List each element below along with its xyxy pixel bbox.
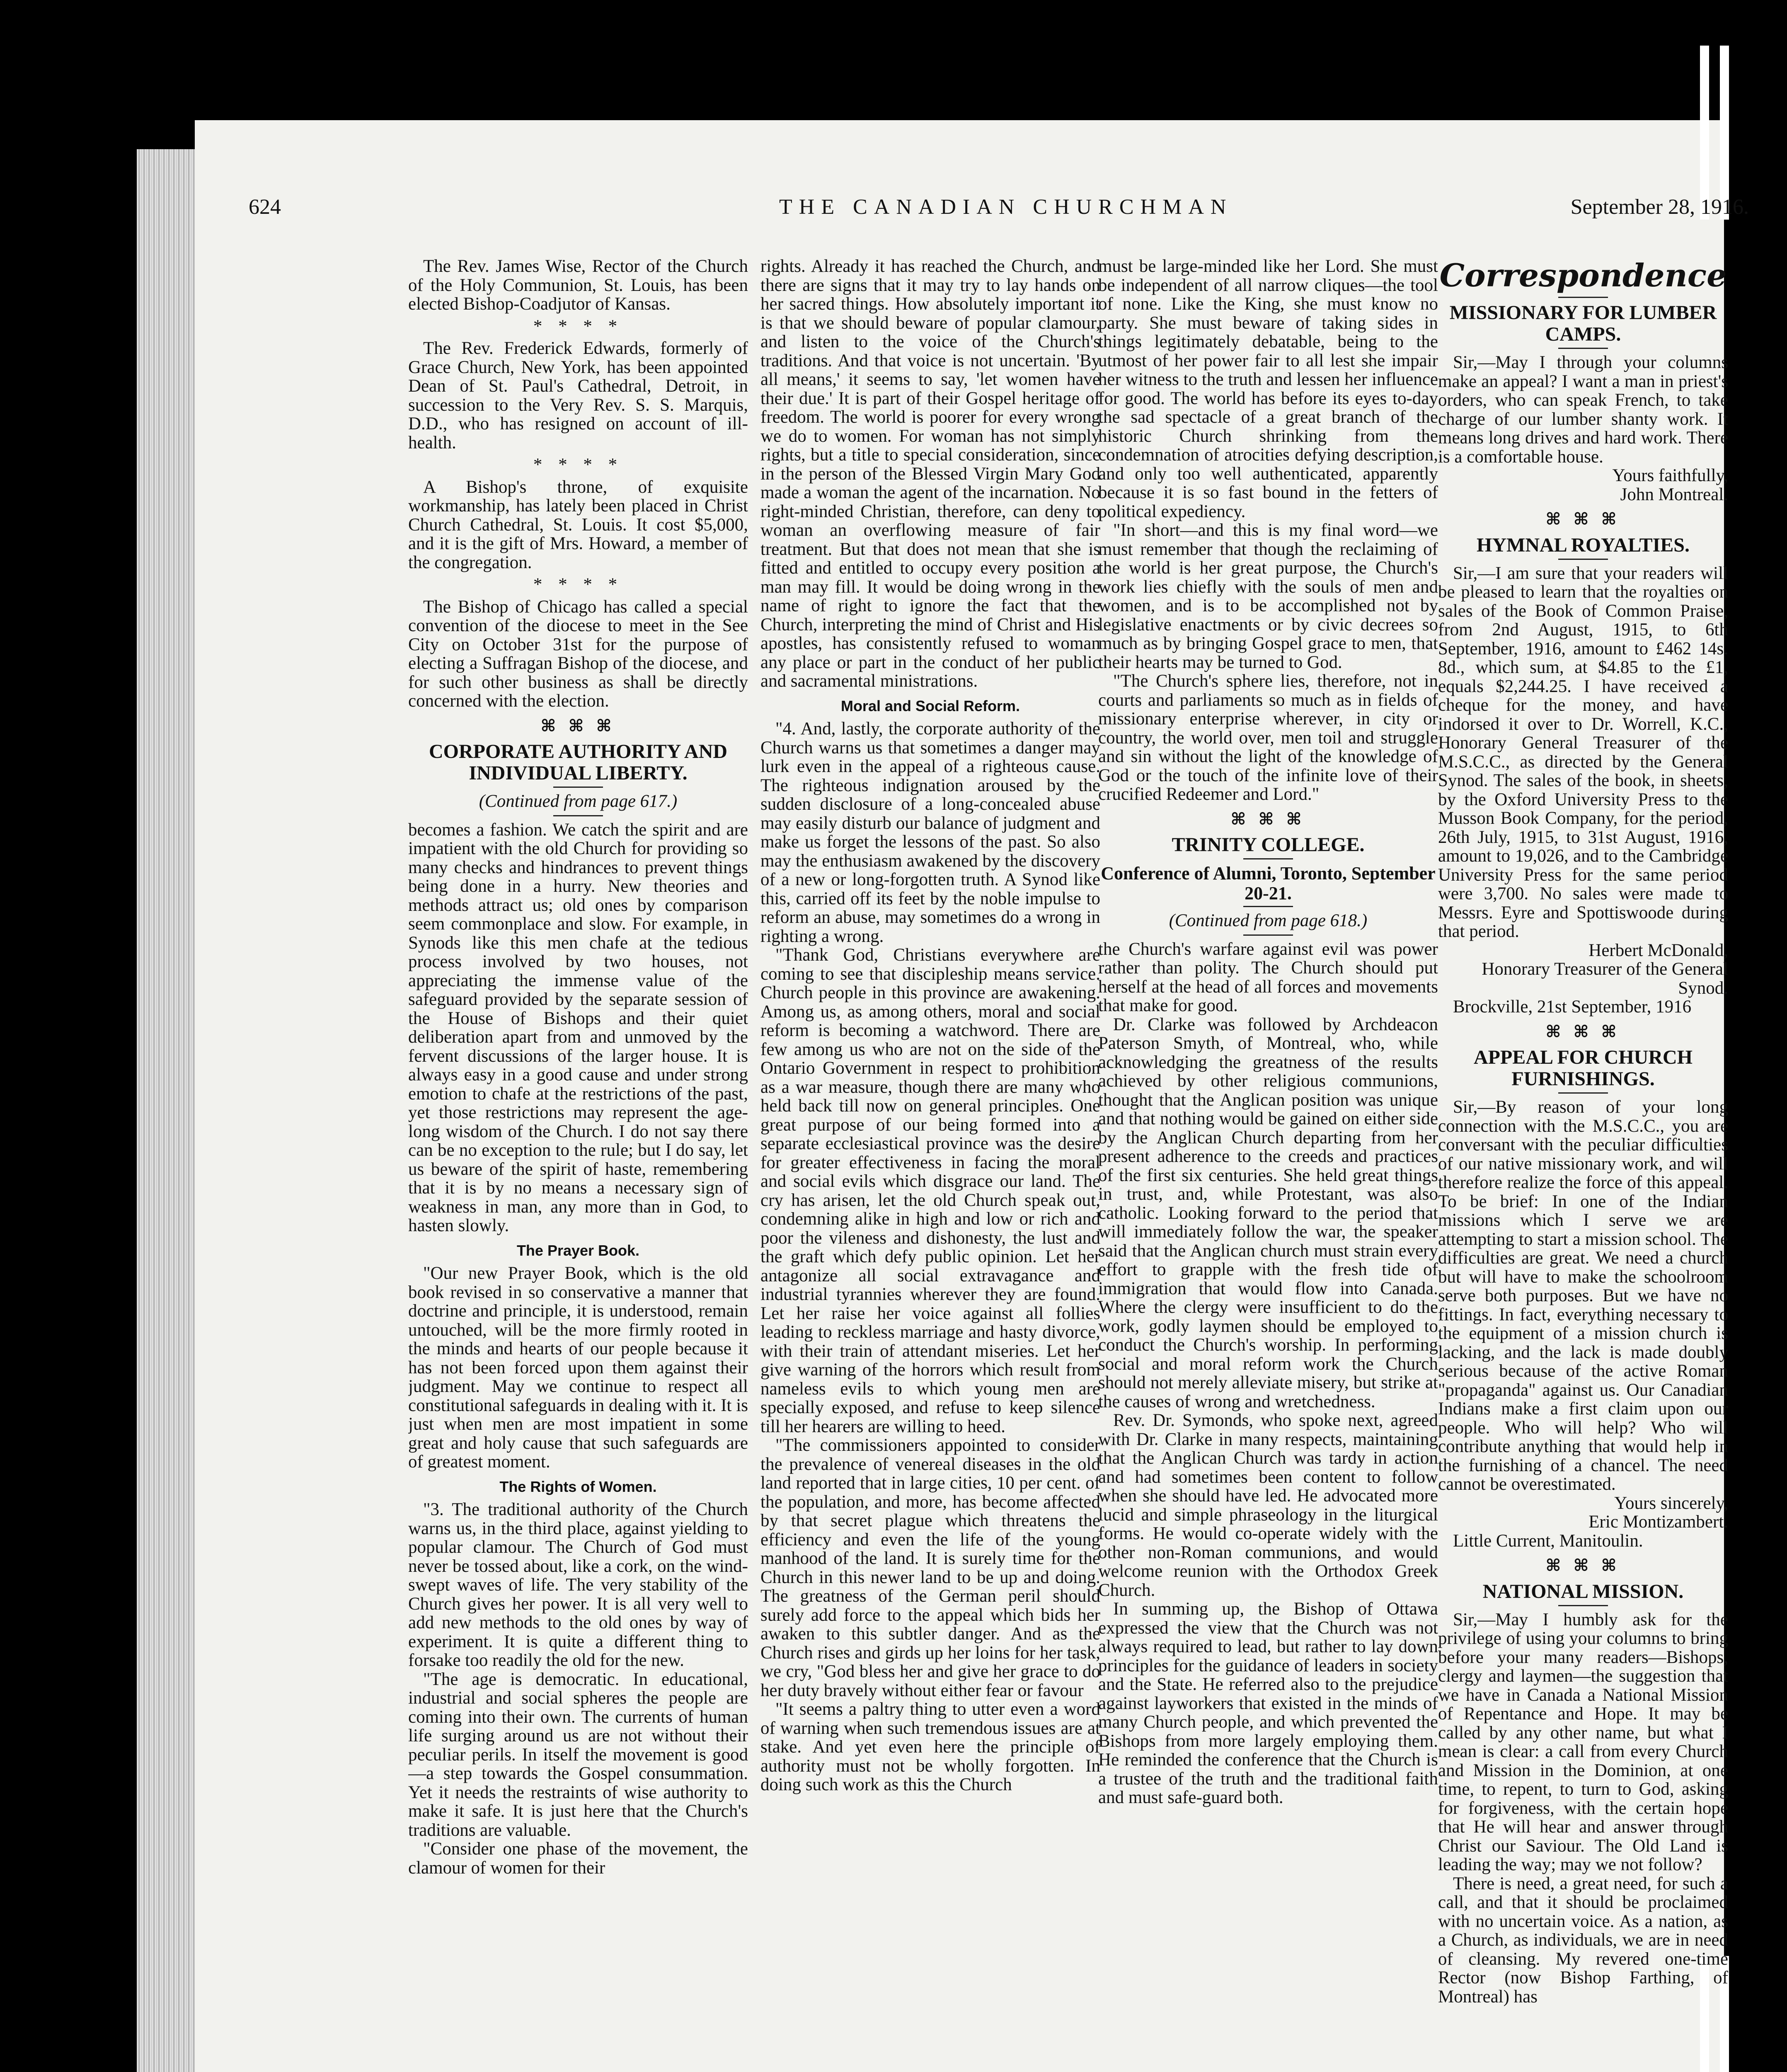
ornament-icon: ⌘ ⌘ ⌘ [1545,1556,1621,1575]
page-header [249,195,1749,228]
letter-heading-national-mission: NATIONAL MISSION. [1482,1580,1684,1602]
article-paragraph: "Consider one phase of the movement, the clamour of women for their [408,1839,748,1878]
letter-closing: Yours sincerely, [1614,1493,1728,1513]
article-paragraph: "4. And, lastly, the corporate authority of the Church warns us that sometimes a danger may lurk even in the appeal of a righteous cause. The righteous indignation aroused by the sudden disclosure of a long-concealed abuse may easily disturb our balance of judgment and make us forget the lessons of the past. So also may the enthusiasm awakened by the discovery of a new or long-forgotten truth. A Synod like this, carried off its feet by the noble impulse to reform an abuse, may sometimes do a wrong in righting a wrong. [760,719,1100,946]
issue-date: September 28, 1916. [1570,195,1749,219]
article-paragraph: Dr. Clarke was followed by Archdeacon Paterson Smyth, of Montreal, who, while acknowledging the greatness of the results achieved by other religious communions, thought that the Anglican position was unique and that nothing would be gained on either side by the Anglican Church departing from her present adherence to the creeds and practices of the first six centuries. She held great things in trust, and, while Protestant, was also catholic. Looking forward to the period that will immediately follow the war, the speaker said that the Anglican church must strain every effort to grapple with the fresh tide of immigration that would flow into Canada. Where the clergy were insufficient to do the work, godly laymen should be employed to conduct the Church's worship. In performing social and moral reform work the Church should not merely alleviate misery, but strike at the causes of wrong and wretchedness. [1098,1014,1438,1411]
article-paragraph: becomes a fashion. We catch the spirit and are impatient with the old Church for providing so many checks and hindrances to prevent things being done in a hurry. New theories and methods attract us; old ones by comparison seem commonplace and slow. For example, in Synods like this men chafe at the tedious process involved by two houses, not appreciating the immense value of the safeguard provided by the separate session of the House of Bishops and their quiet deliberation apart from and unmoved by the fervent discussions of the larger house. It is always easy in a good cause and under strong emotion to chafe at the restrictions of the past, yet those restrictions may represent the age-long wisdom of the Church. I do not say there can be no exception to the rule; but I do say, let us beware of the spirit of haste, remembering that it is by no means a necessary sign of weakness in man, any more than in God, to hasten slowly. [408,820,748,1235]
article-heading-corporate-authority: CORPORATE AUTHORITY AND INDIVIDUAL LIBERTY. [429,741,728,784]
masthead-title: THE CANADIAN CHURCHMAN [779,195,1233,219]
heading-rule [1558,348,1608,349]
subheading-rights-of-women: The Rights of Women. [499,1478,657,1495]
article-paragraph: "The age is democratic. In educational, industrial and social spheres the people are coming into their own. The currents of human life surging around us are not without their peculiar perils. In itself the movement is good—a step towards the Gospel consummation. Yet it needs the restraints of wise authority to make it safe. It is just here that the Church's traditions are valuable. [408,1669,748,1840]
letter-place-date: Brockville, 21st September, 1916 [1453,997,1692,1017]
letter-body: Sir,—I am sure that your readers will be pleased to learn that the royalties on sales of the Book of Common Praise, from 2nd August, 1915, to 6th September, 1916, amount to £462 14s. 8d., which sum, at $4.85 to the £1, equals $2,244.25. I have received a cheque for the money, and have indorsed it over to Dr. Worrell, K.C., Honorary General Treasurer of the M.S.C.C., as directed by the General Synod. The sales of the book, in sheets, by the Oxford University Press to the Musson Book Company, for the period, 26th July, 1915, to 31st August, 1916, amount to 19,026, and to the Cambridge University Press for the same period were 3,700. No sales were made to Messrs. Eyre and Spottiswoode during that period. [1438,563,1728,941]
letter-signature-title: Honorary Treasurer of the General Synod. [1482,959,1728,998]
article-heading-trinity-college: TRINITY COLLEGE. [1172,834,1365,856]
separator-stars: * * * * [533,575,623,594]
letter-place: Little Current, Manitoulin. [1453,1531,1643,1551]
article-paragraph: "The Church's sphere lies, therefore, not in courts and parliaments so much as in fields of missionary enterprise wherever, in city or country, the world over, men toil and struggle and sin without the light of the knowledge of God or the touch of the infinite love of their crucified Redeemer and Lord." [1098,671,1438,804]
article-paragraph: "Thank God, Christians everywhere are coming to see that discipleship means service. Church people in this province are awakening. Among us, as among others, moral and social reform is becoming a watchword. There are few among us who are not on the side of the Ontario Government in respect to prohibition as a war measure, though there are many who held back till now on general principles. One great purpose of our being formed into a separate ecclesiastical province was the desire for greater effectiveness in facing the moral and social evils which disgrace our land. The cry has arisen, let the old Church speak out, condemning alike in high and low or rich and poor the vileness and dishonesty, the lust and the graft which defy public opinion. Let her antagonize all social extravagance and industrial tyrannies wherever they are found. Let her raise her voice against all follies leading to reckless marriage and hasty divorce, with their train of attendant miseries. Let her give warning of the horrors which result from nameless evils to which young men are specially exposed, and refuse to keep silence till her hearers are willing to heed. [760,945,1100,1436]
subheading-moral-social-reform: Moral and Social Reform. [840,697,1020,714]
right-margin-bar-1 [1700,46,1709,220]
continued-note: (Continued from page 618.) [1169,911,1368,930]
column-1 [408,257,748,2072]
article-paragraph: the Church's warfare against evil was power rather than polity. The Church should put herself at the head of all forces and movements that make for good. [1098,939,1438,1015]
letter-signature: Herbert McDonald, [1588,940,1728,960]
column-4-correspondence [1438,257,1728,2072]
heading-rule [1243,934,1293,936]
news-item-throne: A Bishop's throne, of exquisite workmanship, has lately been placed in Christ Church Cathedral, St. Louis. It cost $5,000, and it is the gift of Mrs. Howard, a member of the congregation. [408,477,748,572]
heading-rule [1558,297,1608,298]
separator-stars: * * * * [533,455,623,474]
letter-body: There is need, a great need, for such a call, and that it should be proclaimed with no uncertain voice. As a nation, as a Church, as individuals, we are in need of cleansing. My revered one-time Rector (now Bishop Farthing, of Montreal) has [1438,1874,1728,2007]
column-3 [1098,257,1438,2072]
article-paragraph: "3. The traditional authority of the Church warns us, in the third place, against yielding to popular clamour. The Church of God must never be tossed about, like a cork, on the wind-swept waves of life. The very stability of the Church gives her power. It is all very well to add new methods to the old ones by way of experiment. It is quite a different thing to forsake too readily the old for the new. [408,1500,748,1670]
ornament-icon: ⌘ ⌘ ⌘ [540,716,616,735]
continued-note: (Continued from page 617.) [479,792,678,811]
heading-rule [553,815,603,816]
separator-stars: * * * * [533,316,623,336]
page-number: 624 [249,195,281,219]
letter-signature: John Montreal. [1620,484,1728,504]
article-paragraph: rights. Already it has reached the Church, and there are signs that it may try to lay hands on her sacred things. How absolutely important it is that we should beware of popular clamour, and listen to the voice of the Church's traditions. And that voice is not uncertain. 'By all means,' it seems to say, 'let women have their due.' It is part of their Gospel heritage of freedom. The world is poorer for every wrong we do to women. For woman has not simply rights, but a title to special consideration, since in the person of the Blessed Virgin Mary God made a woman the agent of the incarnation. No right-minded Christian, therefore, can deny to woman an overflowing measure of fair treatment. But that does not mean that she is fitted and entitled to occupy every position a man may fill. It would be doing wrong in the name of right to ignore the fact that the Church, interpreting the mind of Christ and His apostles, has consistently refused to woman any place or part in the conduct of her public and sacramental ministrations. [760,257,1100,691]
article-paragraph: "It seems a paltry thing to utter even a word of warning when such tremendous issues are at stake. And yet even here the principle of authority must not be wholly forgotten. In doing such work as this the Church [760,1699,1100,1794]
right-margin-bar-2 [1720,46,1729,220]
heading-rule [1243,906,1293,907]
column-2 [760,257,1100,2072]
article-paragraph: In summing up, the Bishop of Ottawa expressed the view that the Church was not always required to lead, but rather to lay down principles for the guidance of leaders in society and the State. He referred also to the prejudice against layworkers that existed in the minds of many Church people, and which prevented the Bishops from more largely employing them. He reminded the conference that the Church is a trustee of the truth and the traditional faith and must safe-guard both. [1098,1599,1438,1807]
ornament-icon: ⌘ ⌘ ⌘ [1545,510,1621,528]
subheading-prayer-book: The Prayer Book. [516,1242,640,1259]
section-title-correspondence: Correspondence [1439,257,1727,294]
heading-rule [1558,1605,1608,1606]
heading-rule [1243,858,1293,859]
heading-rule [553,787,603,788]
letter-body: Sir,—By reason of your long connection with the M.S.C.C., you are conversant with the peculiar difficulties of our native missionary work, and will therefore realize the force of this appeal. To be brief: In one of the Indian missions which I serve we are attempting to start a mission school. The difficulties are great. We need a church but will have to make the schoolroom serve both purposes. But we have no fittings. In fact, everything necessary to the equipment of a mission church is lacking, and the lack is made doubly serious because of the active Roman "propaganda" against us. Our Canadian Indians make a first claim upon our people. Who will help? Who will contribute anything that would help in the furnishing of a chancel. The need cannot be overestimated. [1438,1097,1728,1494]
letter-heading-hymnal-royalties: HYMNAL ROYALTIES. [1477,534,1690,556]
letter-heading-lumber-camps: MISSIONARY FOR LUMBER CAMPS. [1449,302,1717,345]
letter-signature: Eric Montizambert. [1588,1512,1728,1532]
heading-rule [1558,559,1608,560]
news-item-edwards: The Rev. Frederick Edwards, formerly of Grace Church, New York, has been appointed Dean of St. Paul's Cathedral, Detroit, in succession to the Very Rev. S. S. Marquis, D.D., who has resigned on account of ill-health. [408,339,748,453]
article-subheading-conference: Conference of Alumni, Toronto, September 20-21. [1101,863,1436,903]
ornament-icon: ⌘ ⌘ ⌘ [1230,809,1306,828]
heading-rule [1558,1092,1608,1094]
letter-heading-church-furnishings: APPEAL FOR CHURCH FURNISHINGS. [1474,1046,1693,1090]
news-item-wise: The Rev. James Wise, Rector of the Church of the Holy Communion, St. Louis, has been elected Bishop-Coadjutor of Kansas. [408,257,748,314]
article-paragraph: "The commissioners appointed to consider the prevalence of venereal diseases in the old land reported that in large cities, 10 per cent. of the population, and more, has become affected by that secret plague which threatens the efficiency and even the life of the young manhood of the land. It is surely time for the Church in this newer land to be up and doing. The greatness of the German peril should surely add force to the appeal which bids her awaken to this subtler danger. And as the Church rises and girds up her loins for her task, we cry, "God bless her and give her grace to do her duty bravely without either fear or favour [760,1435,1100,1700]
letter-body: Sir,—May I humbly ask for the privilege of using your columns to bring before your many readers—Bishops, clergy and laymen—the suggestion that we have in Canada a National Mission of Repentance and Hope. It may be called by any other name, but what I mean is clear: a call from every Church and Mission in the Dominion, at one time, to repent, to turn to God, asking for forgiveness, with the certain hope that He will hear and answer through Christ our Saviour. The Old Land is leading the way; may we not follow? [1438,1610,1728,1874]
article-paragraph: Rev. Dr. Symonds, who spoke next, agreed with Dr. Clarke in many respects, maintaining that the Anglican Church was tardy in action and had sometimes been content to follow when she should have led. He advocated more lucid and simple phraseology in the liturgical forms. He would co-operate widely with the other non-Roman communions, and would welcome reunion with the Orthodox Greek Church. [1098,1411,1438,1600]
article-paragraph: must be large-minded like her Lord. She must be independent of all narrow cliques—the tool of none. Like the King, she must know no party. She must beware of taking sides in things legitimately debatable, being to the utmost of her power fair to all lest she impair her witness to the truth and lessen her influence for good. The world has before its eyes to-day the sad spectacle of a great branch of the historic Church shrinking from the condemnation of atrocities defying description, and only too well authenticated, apparently because it is so fast bound in the fetters of political expediency. [1098,257,1438,521]
ornament-icon: ⌘ ⌘ ⌘ [1545,1022,1621,1041]
article-paragraph: "Our new Prayer Book, which is the old book revised in so conservative a manner that doctrine and principle, it is understood, remain untouched, will be the more firmly rooted in the minds and hearts of our people because it has not been forced upon them against their judgment. May we continue to respect all constitutional safeguards in dealing with it. It is just when men are most impatient in some great and holy cause that such safeguards are of greatest moment. [408,1264,748,1472]
article-paragraph: "In short—and this is my final word—we must remember that though the reclaiming of the world is her great purpose, the Church's work lies chiefly with the souls of men and women, and is to be accomplished not by legislative enactments or by civic decrees so much as by bringing Gospel grace to men, that their hearts may be turned to God. [1098,520,1438,672]
letter-body: Sir,—May I through your columns make an appeal? I want a man in priest's orders, who can speak French, to take charge of our lumber shanty work. It means long drives and hard work. There is a comfortable house. [1438,353,1728,467]
news-item-chicago: The Bishop of Chicago has called a special convention of the diocese to meet in the See City on October 31st for the purpose of electing a Suffragan Bishop of the diocese, and for such other business as shall be directly concerned with the election. [408,597,748,711]
letter-closing: Yours faithfully, [1612,466,1728,485]
